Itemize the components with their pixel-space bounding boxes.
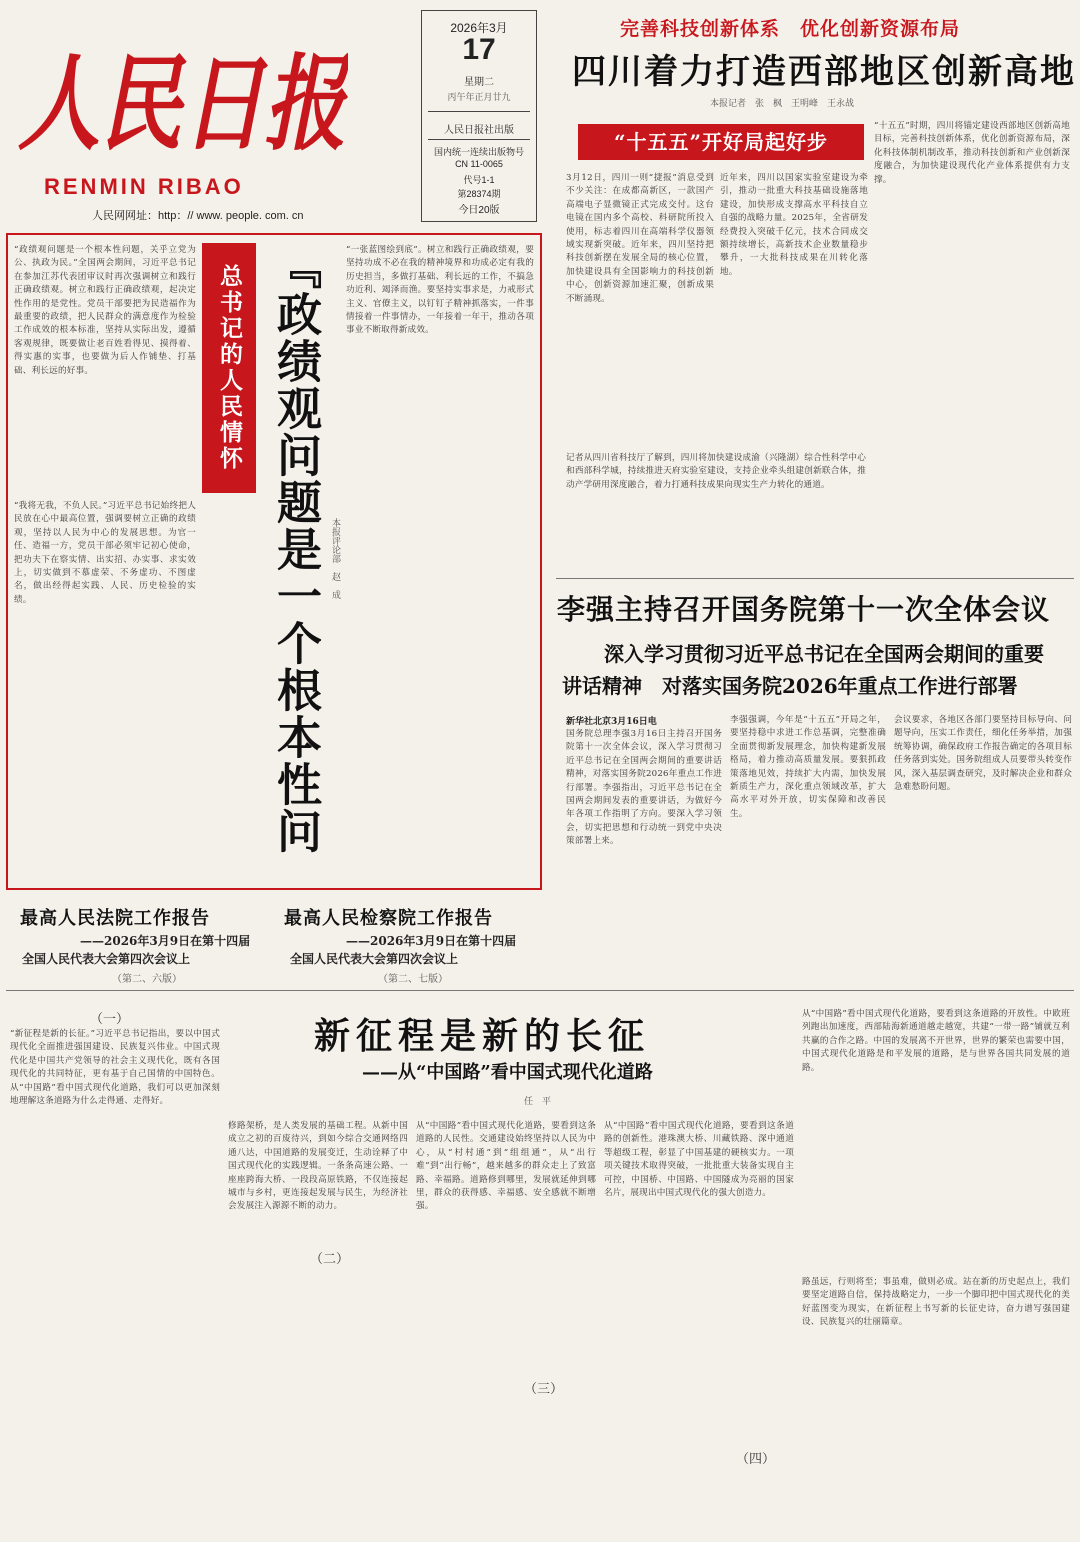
bottom-column-2: 修路架桥，是人类发展的基础工程。从新中国成立之初的百废待兴，到如今综合交通网络四通八达，中国道路的发展变迁，生动诠释了中国式现代化的实践逻辑。一条条高速公路、一座座跨海大桥、一段段高原铁路，不仅连接起城市与乡村，更连接起发展与民生，为经济社会发展注入源源不断的动力。 [228, 1121, 408, 1212]
commentary-column-2: “一张蓝图绘到底”。树立和践行正确政绩观，要坚持功成不必在我的精神境界和功成必定有我的历史担当，多做打基础、利长远的工作，不搞急功近利、竭泽而渔。要坚持实事求是，力戒形式主义、官僚主义，以钉钉子精神抓落实，一件事情接着一件事情办，一年接着一年干，推动各项事业不断取得新成效。 [346, 245, 534, 336]
commentary-byline: 本报评论部 赵 成 [330, 518, 340, 599]
procuratorate-report-title[interactable]: 最高人民检察院工作报告 [284, 908, 493, 929]
cn-label: 国内统一连续出版物号 [433, 147, 524, 157]
date-lunar: 丙午年正月廿九 [447, 92, 511, 102]
date-weekday: 星期二 [464, 77, 494, 88]
section-number: （四） [736, 1452, 776, 1467]
masthead-latin-name: RENMIN RIBAO [44, 174, 244, 199]
section-divider [6, 990, 1074, 991]
court-report-line1: ——2026年3月9日在第十四届 [80, 934, 251, 948]
bottom-author: 任 平 [524, 1097, 552, 1107]
column-tag: 总书记的人民情怀 [202, 243, 256, 493]
date-divider [428, 111, 530, 112]
date-day: 17 [462, 33, 496, 66]
page-count: 今日20版 [458, 205, 500, 216]
postal-code: 代号1-1 [463, 175, 495, 185]
state-council-headline[interactable]: 李强主持召开国务院第十一次全体会议 [557, 593, 1051, 626]
sichuan-column-2: 近年来，四川以国家实验室建设为牵引，推动一批重大科技基础设施落地建设，加快形成支撑高水平科技自立自强的战略力量。2025年，全省研发经费投入突破千亿元，技术合同成交额持续增长，高新技术企业数量稳步攀升，一大批科技成果在川转化落地。 [720, 173, 868, 277]
court-report-line2: 全国人民代表大会第四次会议上 [22, 952, 191, 966]
bottom-column-1: “新征程是新的长征。”习近平总书记指出，要以中国式现代化全面推进强国建设、民族复兴伟业。中国式现代化是中国共产党领导的社会主义现代化，既有各国现代化的共同特征，更有基于自己国情的中国特色。从“中国路”看中国式现代化道路，我们可以更加深刻地理解这条道路为什么走得通、走得好。 [10, 1029, 220, 1107]
state-council-subtitle-1: 深入学习贯彻习近平总书记在全国两会期间的重要 [604, 642, 1044, 666]
bottom-column-3: 从“中国路”看中国式现代化道路，要看到这条道路的人民性。交通建设始终坚持以人民为中心，从“村村通”到“组组通”，从“出行难”到“出行畅”，越来越多的群众走上了致富路、幸福路。道路修到哪里，发展就延伸到哪里，群众的获得感、幸福感、安全感就不断增强。 [416, 1121, 596, 1212]
date-box [421, 10, 537, 222]
date-divider [428, 139, 530, 140]
bottom-headline[interactable]: 新征程是新的长征 [314, 1016, 651, 1057]
bottom-subtitle: ——从“中国路”看中国式现代化道路 [362, 1062, 653, 1083]
state-council-subtitle-2: 讲话精神 对落实国务院2026年重点工作进行部署 [562, 674, 1018, 698]
section-number: （三） [524, 1382, 564, 1397]
state-council-column-3: 会议要求，各地区各部门要坚持目标导向、问题导向，压实工作责任，细化任务举措，加强统筹协调，确保政府工作报告确定的各项目标任务落到实处。国务院组成人员要带头转变作风，深入基层调查研究，及时解决企业和群众急难愁盼问题。 [894, 715, 1072, 793]
commentary-column-1: “政绩观问题是一个根本性问题，关乎立党为公、执政为民。”全国两会期间，习近平总书记在参加江苏代表团审议时再次强调树立和践行正确政绩观。树立和践行正确政绩观，起决定性作用的是党性。党员干部要把为民造福作为最重要的政绩，把人民群众的满意度作为检验工作成效的根本标准，坚持从实际出发，遵循客观规律，既要做让老百姓看得见、摸得着、得实惠的实事，也要做为后人作铺垫、打基础、利长远的好事。 [14, 245, 196, 376]
procuratorate-report-line2: 全国人民代表大会第四次会议上 [290, 952, 459, 966]
sichuan-headline[interactable]: 四川着力打造西部地区创新高地 [572, 52, 1076, 92]
date-year-month: 2026年3月 [450, 21, 508, 35]
commentary-headline[interactable]: 『政绩观问题是一个根本性问 [269, 244, 322, 855]
section-number: （一） [90, 1012, 130, 1027]
sichuan-byline: 本报记者 张 枫 王明峰 王永战 [710, 99, 855, 109]
commentary-column-1b: “我将无我，不负人民。”习近平总书记始终把人民放在心中最高位置，强调要树立正确的政绩观，坚持以人民为中心的发展思想。为官一任、造福一方，党员干部必须牢记初心使命，把功夫下在察实情、出实招、办实事、求实效上，切实做到不慕虚荣、不务虚功、不图虚名，做出经得起实践、人民、历史检验的实绩。 [14, 501, 196, 605]
logo-calligraphy: 人民日报 [18, 42, 348, 162]
court-report-title[interactable]: 最高人民法院工作报告 [20, 908, 210, 929]
issue-number: 第28374期 [457, 189, 501, 199]
court-report-page-ref: （第二、六版） [112, 974, 182, 985]
state-council-column-2: 李强强调，今年是“十五五”开局之年，要坚持稳中求进工作总基调，完整准确全面贯彻新发展理念，加快构建新发展格局，着力推动高质量发展。要狠抓政策落地见效，持续扩大内需，加快发展新质生产力，深化重点领域改革，扩大高水平对外开放，切实保障和改善民生。 [730, 715, 886, 819]
bottom-column-5: 从“中国路”看中国式现代化道路，要看到这条道路的开放性。中欧班列跑出加速度，西部陆海新通道越走越宽，共建“一带一路”铺就互利共赢的合作之路。中国的发展离不开世界，世界的繁荣也需要中国，中国式现代化道路是和平发展的道路，是与世界各国共同发展的道路。 [802, 1009, 1070, 1073]
masthead-website: 人民网网址：http：// www. people. com. cn [92, 210, 304, 222]
bottom-column-4: 从“中国路”看中国式现代化道路，要看到这条道路的创新性。港珠澳大桥、川藏铁路、深中通道等超级工程，彰显了中国基建的硬核实力。一项项关键技术取得突破，一批批重大装备实现自主可控，中国桥、中国路、中国隧成为亮丽的国家名片，展现出中国式现代化的强大创造力。 [604, 1121, 794, 1199]
sichuan-column-1: 3月12日，四川一则“捷报”消息受到不少关注：在成都高新区，一款国产高端电子显微镜正式完成交付。这台电镜在国内多个高校、科研院所投入使用，标志着四川在高端科学仪器领域实现新突破。近年来，四川坚持把科技创新摆在发展全局的核心位置，加快建设具有全国影响力的科技创新中心，创新资源加速汇聚，创新成果不断涌现。 [566, 173, 714, 304]
state-council-dateline: 新华社北京3月16日电 [566, 717, 657, 727]
procuratorate-report-page-ref: （第二、七版） [378, 974, 448, 985]
cn-code: CN 11-0065 [455, 159, 503, 169]
publisher: 人民日报社出版 [444, 125, 514, 136]
state-council-column-1: 国务院总理李强3月16日主持召开国务院第十一次全体会议，深入学习贯彻习近平总书记在全国两会期间的重要讲话精神，对落实国务院2026年重点工作进行部署。李强指出，习近平总书记在全国两会期间发表的重要讲话，为做好今年各项工作指明了方向。要深入学习领会，切实把思想和行动统一到党中央决策部署上来。 [566, 729, 722, 847]
sichuan-column-4: 记者从四川省科技厅了解到，四川将加快建设成渝（兴隆湖）综合性科学中心和西部科学城，持续推进天府实验室建设，支持企业牵头组建创新联合体，推动产学研用深度融合，着力打通科技成果向现实生产力转化的通道。 [566, 453, 866, 490]
section-number: （二） [310, 1252, 350, 1267]
bottom-column-6: 路虽远，行则将至；事虽难，做则必成。站在新的历史起点上，我们要坚定道路自信，保持战略定力，一步一个脚印把中国式现代化的美好蓝图变为现实，在新征程上书写新的长征史诗，奋力谱写强国建设、民族复兴的壮丽篇章。 [802, 1277, 1070, 1328]
masthead-logo [18, 12, 348, 162]
sichuan-column-3: “十五五”时期，四川将锚定建设西部地区创新高地目标，完善科技创新体系，优化创新资源布局，深化科技体制机制改革，推动科技创新和产业创新深度融合，为加快建设现代化产业体系提供有力支撑。 [874, 121, 1070, 185]
section-divider [556, 578, 1074, 579]
sichuan-kicker: 完善科技创新体系 优化创新资源布局 [620, 18, 961, 40]
procuratorate-report-line1: ——2026年3月9日在第十四届 [346, 934, 517, 948]
five-year-plan-banner: “十五五”开好局起好步 [578, 124, 864, 160]
